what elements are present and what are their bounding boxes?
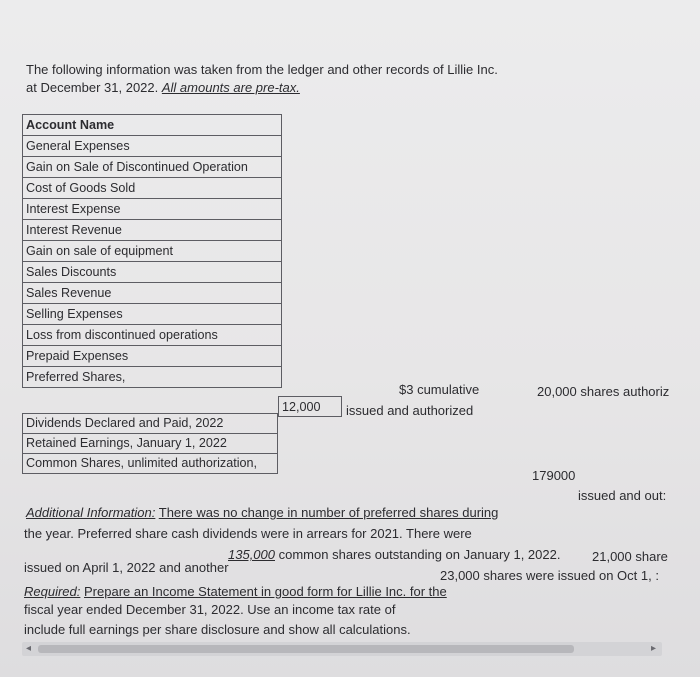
pre-tax-note: All amounts are pre-tax. [161,80,300,95]
account-name-cell: Preferred Shares, [23,367,282,388]
equity-table [22,413,278,474]
table-row [23,199,282,220]
required-label: Required: [24,584,81,599]
account-name-cell: Sales Revenue [23,283,282,304]
account-name-cell: Gain on sale of equipment [23,241,282,262]
intro-line-1: The following information was taken from the ledger and other records of Lillie Inc. [26,62,498,77]
required-text: Prepare an Income Statement in good form for Lillie Inc. for the [84,584,447,599]
additional-info-text: There was no change in number of preferred shares during [158,505,499,520]
scroll-left-icon[interactable]: ◂ [26,643,32,654]
account-name-cell: Interest Revenue [23,220,282,241]
common-shares-note: issued and out: [578,488,667,503]
additional-info-label: Additional Information: [26,505,156,520]
table-row [23,220,282,241]
table-row [23,283,282,304]
additional-info-line-3 [228,547,560,562]
preferred-authorized: 20,000 shares authoriz [537,384,670,399]
preferred-count-cell: 12,000 [278,396,342,417]
table-row [23,325,282,346]
table-row [23,434,278,454]
table-row [23,262,282,283]
table-row [23,136,282,157]
column-header-account-name: Account Name [23,115,282,136]
table-row [23,414,278,434]
common-shares-value: 179000 [532,468,576,483]
table-header-row [23,115,282,136]
account-name-cell: Sales Discounts [23,262,282,283]
common-shares-outstanding: 135,000 [228,547,275,562]
account-name-cell: Selling Expenses [23,304,282,325]
account-name-cell: Gain on Sale of Discontinued Operation [23,157,282,178]
intro-line-2 [26,80,300,95]
table-row [23,346,282,367]
table-row [23,157,282,178]
account-name-cell: Interest Expense [23,199,282,220]
ledger-table [22,114,282,388]
account-name-cell: Prepaid Expenses [23,346,282,367]
required-line-3: include full earnings per share disclosure and show all calculations. [24,622,411,637]
table-row [23,304,282,325]
scroll-right-icon[interactable]: ▸ [650,643,656,654]
additional-info-line-2: the year. Preferred share cash dividends were in arrears for 2021. There were [24,526,472,541]
preferred-dividend: $3 cumulative [399,382,480,397]
additional-info-line-3-text: common shares outstanding on January 1, 2022. [278,547,561,562]
account-name-cell: Dividends Declared and Paid, 2022 [23,414,278,434]
account-name-cell: Cost of Goods Sold [23,178,282,199]
scrollbar-thumb[interactable] [38,645,574,653]
additional-info-line-1 [26,505,498,520]
shares-issued-april: 21,000 share [592,549,668,564]
account-name-cell: Common Shares, unlimited authorization, [23,454,278,474]
table-row [23,454,278,474]
additional-info-line-4: issued on April 1, 2022 and another [24,560,229,575]
required-line-1 [24,584,447,599]
intro-date: at December 31, 2022. [26,80,159,95]
account-name-cell: General Expenses [23,136,282,157]
preferred-issued-note: issued and authorized [346,403,474,418]
account-name-cell: Loss from discontinued operations [23,325,282,346]
shares-issued-october: 23,000 shares were issued on Oct 1, : [440,568,659,583]
required-line-2: fiscal year ended December 31, 2022. Use an income tax rate of [24,602,396,617]
table-row [23,367,282,388]
account-name-cell: Retained Earnings, January 1, 2022 [23,434,278,454]
horizontal-scrollbar[interactable] [22,642,662,656]
table-row [23,178,282,199]
table-row [23,241,282,262]
